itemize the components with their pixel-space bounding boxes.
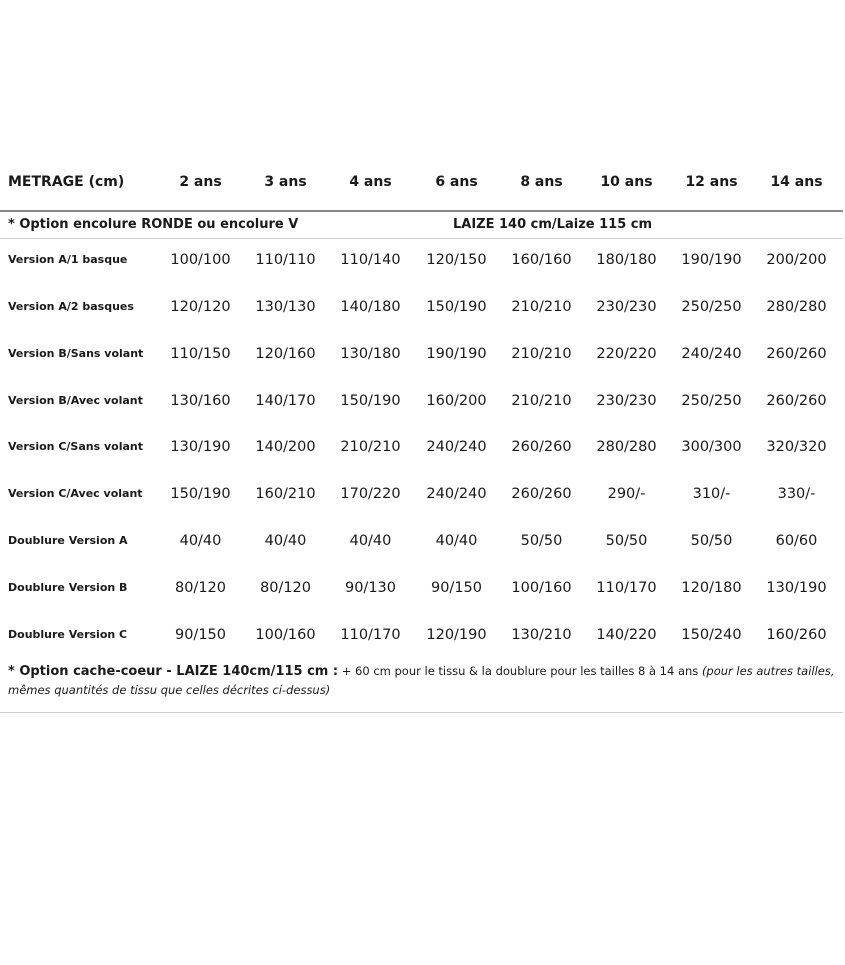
footnote-heading: * Option cache-coeur - LAIZE 140cm/115 cm : xyxy=(8,664,339,679)
table-row xyxy=(0,393,845,423)
cell-value: 250/250 xyxy=(681,393,742,409)
header-size: 4 ans xyxy=(349,174,392,190)
row-label: Version A/2 basques xyxy=(8,300,134,313)
table-header xyxy=(0,174,845,204)
header-divider xyxy=(0,210,843,212)
table-row xyxy=(0,533,845,563)
cell-value: 180/180 xyxy=(596,252,657,268)
cell-value: 40/40 xyxy=(349,533,392,549)
cell-value: 200/200 xyxy=(766,252,827,268)
cell-value: 230/230 xyxy=(596,393,657,409)
cell-value: 60/60 xyxy=(775,533,818,549)
table-row xyxy=(0,346,845,376)
cell-value: 150/190 xyxy=(340,393,401,409)
cell-value: 130/130 xyxy=(255,299,316,315)
cell-value: 50/50 xyxy=(690,533,733,549)
cell-value: 140/200 xyxy=(255,439,316,455)
cell-value: 140/170 xyxy=(255,393,316,409)
cell-value: 330/- xyxy=(777,486,816,502)
cell-value: 90/150 xyxy=(174,627,226,643)
cell-value: 110/170 xyxy=(596,580,657,596)
header-size: 14 ans xyxy=(770,174,823,190)
header-size: 12 ans xyxy=(685,174,738,190)
cell-value: 160/210 xyxy=(255,486,316,502)
cell-value: 120/120 xyxy=(170,299,231,315)
row-label: Version A/1 basque xyxy=(8,253,128,266)
cell-value: 160/200 xyxy=(426,393,487,409)
cell-value: 240/240 xyxy=(681,346,742,362)
table-row xyxy=(0,627,845,657)
cell-value: 120/150 xyxy=(426,252,487,268)
cell-value: 40/40 xyxy=(435,533,478,549)
laize-label: LAIZE 140 cm/Laize 115 cm xyxy=(453,217,653,232)
cell-value: 260/260 xyxy=(511,439,572,455)
cell-value: 230/230 xyxy=(596,299,657,315)
cell-value: 130/180 xyxy=(340,346,401,362)
cell-value: 120/180 xyxy=(681,580,742,596)
cell-value: 110/140 xyxy=(340,252,401,268)
row-label: Version B/Sans volant xyxy=(8,347,144,360)
row-label: Doublure Version A xyxy=(8,534,128,547)
cell-value: 260/260 xyxy=(511,486,572,502)
header-size: 6 ans xyxy=(435,174,478,190)
cell-value: 130/190 xyxy=(766,580,827,596)
cell-value: 260/260 xyxy=(766,346,827,362)
cell-value: 120/190 xyxy=(426,627,487,643)
header-size: 2 ans xyxy=(179,174,222,190)
header-size: 10 ans xyxy=(600,174,653,190)
table-row xyxy=(0,580,845,610)
table-row xyxy=(0,439,845,469)
cell-value: 50/50 xyxy=(605,533,648,549)
row-label: Version B/Avec volant xyxy=(8,394,143,407)
cell-value: 100/160 xyxy=(511,580,572,596)
cell-value: 50/50 xyxy=(520,533,563,549)
cell-value: 240/240 xyxy=(426,486,487,502)
footnote-italic: (pour les autres tailles, mêmes quantités de tissu que celles décrites ci-dessus) xyxy=(8,664,835,697)
header-label: METRAGE (cm) xyxy=(8,174,125,190)
cell-value: 290/- xyxy=(607,486,646,502)
cell-value: 140/220 xyxy=(596,627,657,643)
row-label: Doublure Version B xyxy=(8,581,128,594)
cell-value: 300/300 xyxy=(681,439,742,455)
cell-value: 110/150 xyxy=(170,346,231,362)
cell-value: 160/160 xyxy=(511,252,572,268)
cell-value: 130/190 xyxy=(170,439,231,455)
cell-value: 130/160 xyxy=(170,393,231,409)
cell-value: 280/280 xyxy=(766,299,827,315)
header-size: 3 ans xyxy=(264,174,307,190)
row-label: Version C/Sans volant xyxy=(8,440,143,453)
cell-value: 40/40 xyxy=(264,533,307,549)
cell-value: 320/320 xyxy=(766,439,827,455)
cell-value: 100/160 xyxy=(255,627,316,643)
cell-value: 210/210 xyxy=(511,346,572,362)
cell-value: 130/210 xyxy=(511,627,572,643)
cell-value: 190/190 xyxy=(681,252,742,268)
cell-value: 110/110 xyxy=(255,252,316,268)
footnote-text: + 60 cm pour le tissu & la doublure pour les tailles 8 à 14 ans xyxy=(338,664,702,678)
table-row xyxy=(0,299,845,329)
cell-value: 160/260 xyxy=(766,627,827,643)
cell-value: 240/240 xyxy=(426,439,487,455)
option-label: * Option encolure RONDE ou encolure V xyxy=(8,217,299,232)
cell-value: 170/220 xyxy=(340,486,401,502)
cell-value: 210/210 xyxy=(511,299,572,315)
cell-value: 80/120 xyxy=(174,580,226,596)
cell-value: 110/170 xyxy=(340,627,401,643)
cell-value: 150/240 xyxy=(681,627,742,643)
table-row xyxy=(0,486,845,516)
cell-value: 140/180 xyxy=(340,299,401,315)
header-size: 8 ans xyxy=(520,174,563,190)
cell-value: 260/260 xyxy=(766,393,827,409)
cell-value: 120/160 xyxy=(255,346,316,362)
footnote xyxy=(8,662,840,699)
cell-value: 280/280 xyxy=(596,439,657,455)
cell-value: 90/150 xyxy=(430,580,482,596)
cell-value: 90/130 xyxy=(344,580,396,596)
row-label: Version C/Avec volant xyxy=(8,487,143,500)
cell-value: 220/220 xyxy=(596,346,657,362)
cell-value: 210/210 xyxy=(511,393,572,409)
row-label: Doublure Version C xyxy=(8,628,128,641)
cell-value: 250/250 xyxy=(681,299,742,315)
cell-value: 150/190 xyxy=(426,299,487,315)
cell-value: 210/210 xyxy=(340,439,401,455)
cell-value: 80/120 xyxy=(259,580,311,596)
table-row xyxy=(0,252,845,282)
cell-value: 100/100 xyxy=(170,252,231,268)
cell-value: 310/- xyxy=(692,486,731,502)
cell-value: 190/190 xyxy=(426,346,487,362)
footer-divider xyxy=(0,712,843,713)
option-divider xyxy=(0,238,843,239)
cell-value: 40/40 xyxy=(179,533,222,549)
cell-value: 150/190 xyxy=(170,486,231,502)
